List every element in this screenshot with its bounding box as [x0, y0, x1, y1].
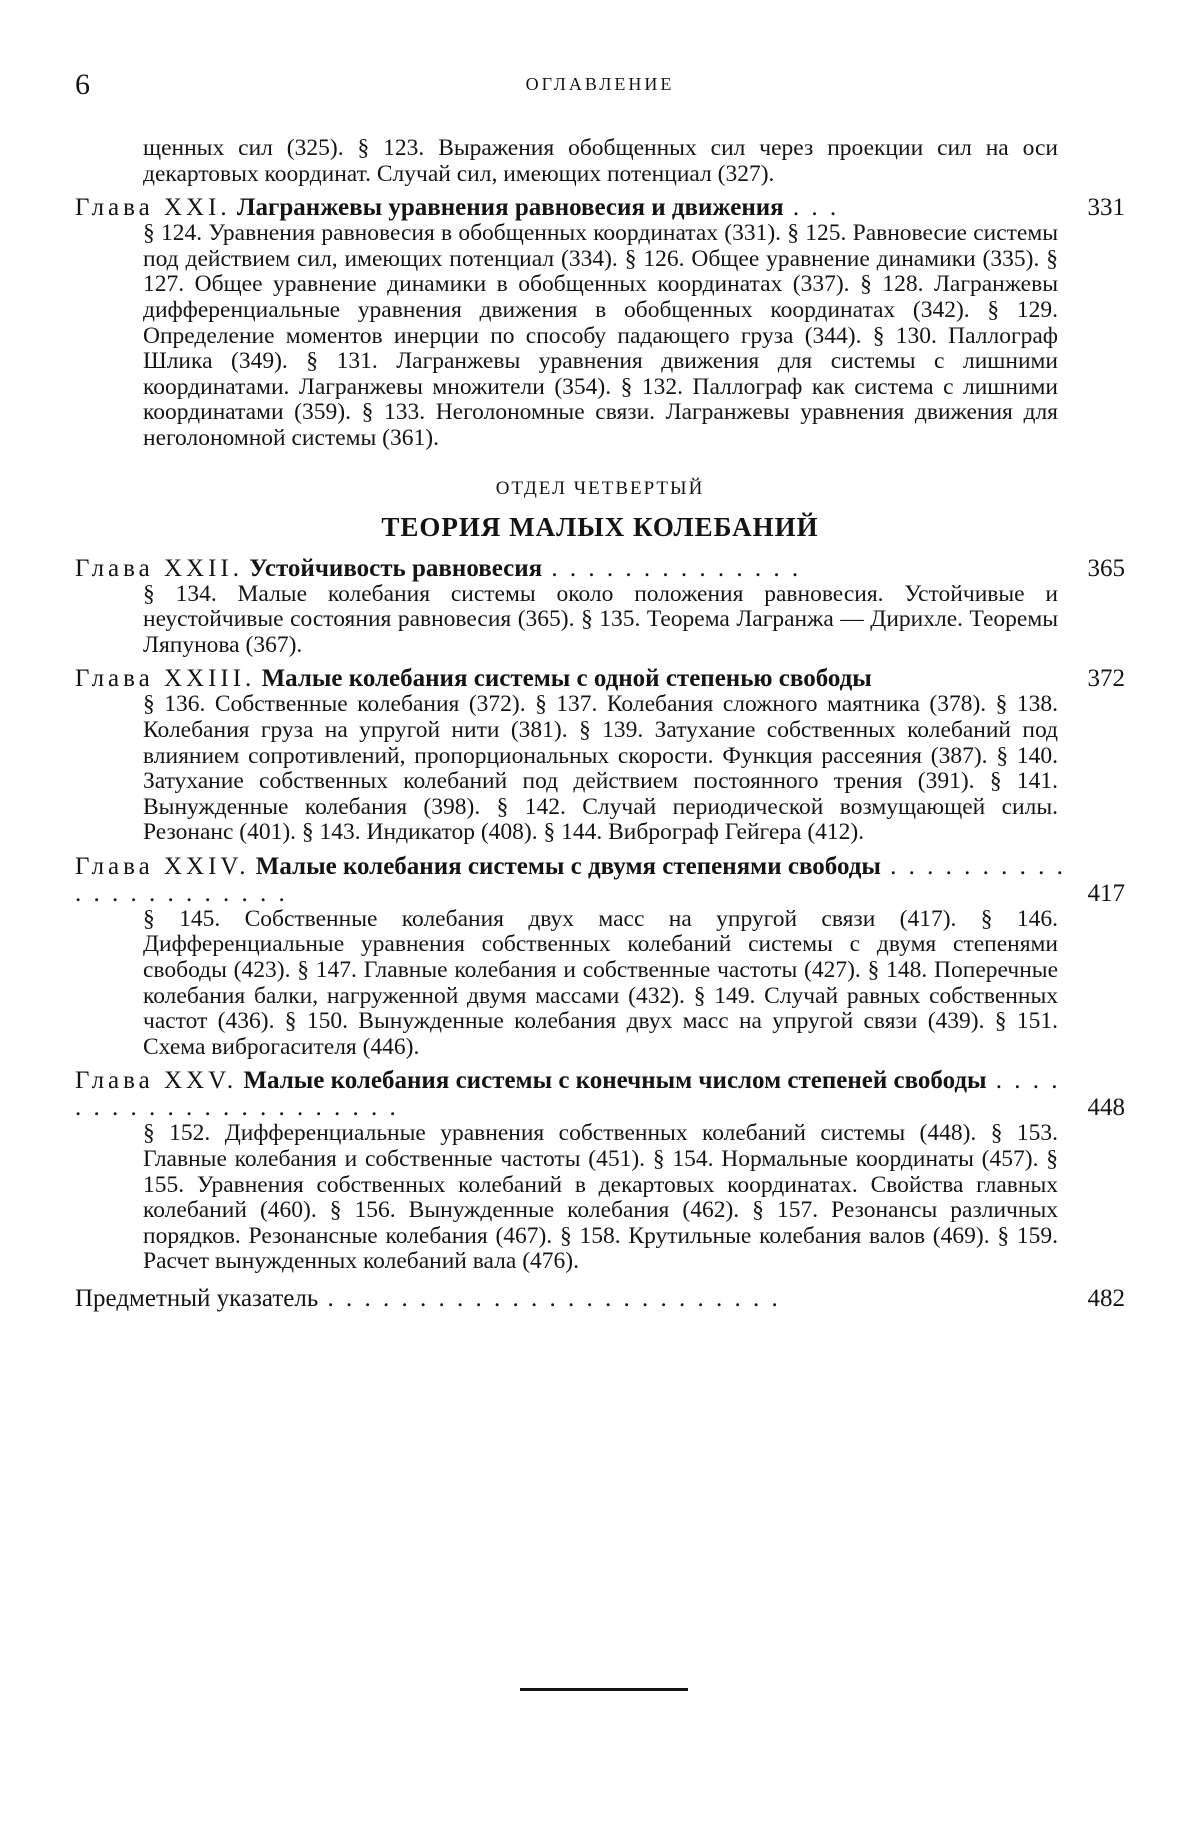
chapter-24-entry: [75, 853, 1125, 907]
chapter-page: 372: [1087, 665, 1125, 693]
chapter-page: 331: [1087, 194, 1125, 222]
table-of-contents: [75, 136, 1125, 1312]
chapter-24-sections: § 145. Собственные колебания двух масс на упругой связи (417). § 146. Дифференциальные уравнения собственных колебаний системы с двумя степенями свободы (423). § 147. Главные колебания и собственные частоты (427). § 148. Поперечные колебания балки, нагруженной двумя массами (432). § 149. Случай равных собственных частот (436). § 150. Вынужденные колебания двух масс на упругой связи (439). § 151. Схема виброгасителя (446).: [143, 905, 1058, 1060]
chapter-23-entry: [75, 665, 1125, 692]
chapter-title: Устойчивость равновесия: [249, 554, 543, 582]
end-rule: [520, 1688, 688, 1691]
dot-leader: . . .: [783, 194, 840, 222]
chapter-22-sections: § 134. Малые колебания системы около положения равновесия. Устойчивые и неустойчивые состояния равновесия (365). § 135. Теорема Лагранжа — Дирихле. Теоремы Ляпунова (367).: [143, 580, 1058, 658]
chapter-label: Глава XXIV.: [75, 852, 250, 880]
chapter-page: 448: [1087, 1094, 1125, 1122]
chapter-title: Лагранжевы уравнения равновесия и движения: [236, 194, 784, 222]
chapter-label: Глава XXIII.: [75, 665, 256, 693]
page-number: 6: [75, 68, 90, 101]
index-page: 482: [1087, 1285, 1125, 1312]
chapter-label: Глава XXV.: [75, 1067, 238, 1095]
dot-leader: . . . . . . . . . . . . . .: [542, 554, 802, 582]
chapter-page: 417: [1087, 879, 1125, 907]
chapter-label: Глава XXII.: [75, 554, 243, 582]
part-label: ОТДЕЛ ЧЕТВЕРТЫЙ: [495, 477, 705, 499]
chapter-21-sections: § 124. Уравнения равновесия в обобщенных координатах (331). § 125. Равновесие системы под действием сил, имеющих потенциал (334). § 126. Общее уравнение динамики (335). § 127. Общее уравнение динамики в обобщенных координатах (337). § 128. Лагранжевы дифференциальные уравнения движения в обобщенных координатах (342). § 129. Определение моментов инерции по способу падающего груза (344). § 130. Паллограф Шлика (349). § 131. Лагранжевы уравнения движения для системы с лишними координатами. Лагранжевы множители (354). § 132. Паллограф как система с лишними координатами (359). § 133. Неголономные связи. Лагранжевы уравнения движения для неголономной системы (361).: [143, 220, 1058, 451]
dot-leader: . . . . . . . . . . . . . . . . . . . . . .: [75, 1067, 1061, 1122]
dot-leader: . . . . . . . . . . . . . . . . . . . . . .: [75, 852, 1066, 907]
chapter-25-sections: § 152. Дифференциальные уравнения собственных колебаний системы (448). § 153. Главные колебания и собственные частоты (451). § 154. Нормальные координаты (457). § 155. Уравнения собственных колебаний в декартовых координатах. Свойства главных колебаний (460). § 156. Вынужденные колебания (462). § 157. Резонансы различных порядков. Резонансные колебания (467). § 158. Крутильные колебания валов (469). § 159. Расчет вынужденных колебаний вала (476).: [143, 1120, 1058, 1275]
chapter-21-entry: [75, 194, 1125, 221]
chapter-title: Малые колебания системы с конечным числом степеней свободы: [243, 1067, 987, 1095]
running-title: ОГЛАВЛЕНИЕ: [525, 74, 675, 94]
chapter-25-entry: [75, 1067, 1125, 1121]
subject-index-entry: [75, 1285, 1125, 1312]
dot-leader: . . . . . . . . . . . . . . . . . . . . . . . . .: [318, 1285, 781, 1312]
part-heading: [75, 478, 1125, 543]
chapter-title: Малые колебания системы с одной степенью свободы: [261, 665, 872, 693]
chapter-title: Малые колебания системы с двумя степенями свободы: [255, 852, 881, 880]
part-title: ТЕОРИЯ МАЛЫХ КОЛЕБАНИЙ: [381, 511, 819, 542]
chapter-22-entry: [75, 555, 1125, 582]
index-label: Предметный указатель: [75, 1285, 319, 1312]
chapter-23-sections: § 136. Собственные колебания (372). § 137. Колебания сложного маятника (378). § 138. Колебания груза на упругой нити (381). § 139. Затухание собственных колебаний под влиянием сопротивлений, пропорциональных скорости. Функция рассеяния (387). § 140. Затухание собственных колебаний под действием постоянного трения (391). § 141. Вынужденные колебания (398). § 142. Случай периодической возмущающей силы. Резонанс (401). § 143. Индикатор (408). § 144. Виброграф Гейгера (412).: [143, 691, 1058, 846]
chapter-page: 365: [1087, 554, 1125, 582]
chapter-label: Глава XXI.: [75, 194, 231, 222]
continuation-sections: щенных сил (325). § 123. Выражения обобщенных сил через проекции сил на оси декартовых координат. Случай сил, имеющих потенциал (327).: [143, 135, 1058, 187]
page-header: [0, 68, 1200, 108]
